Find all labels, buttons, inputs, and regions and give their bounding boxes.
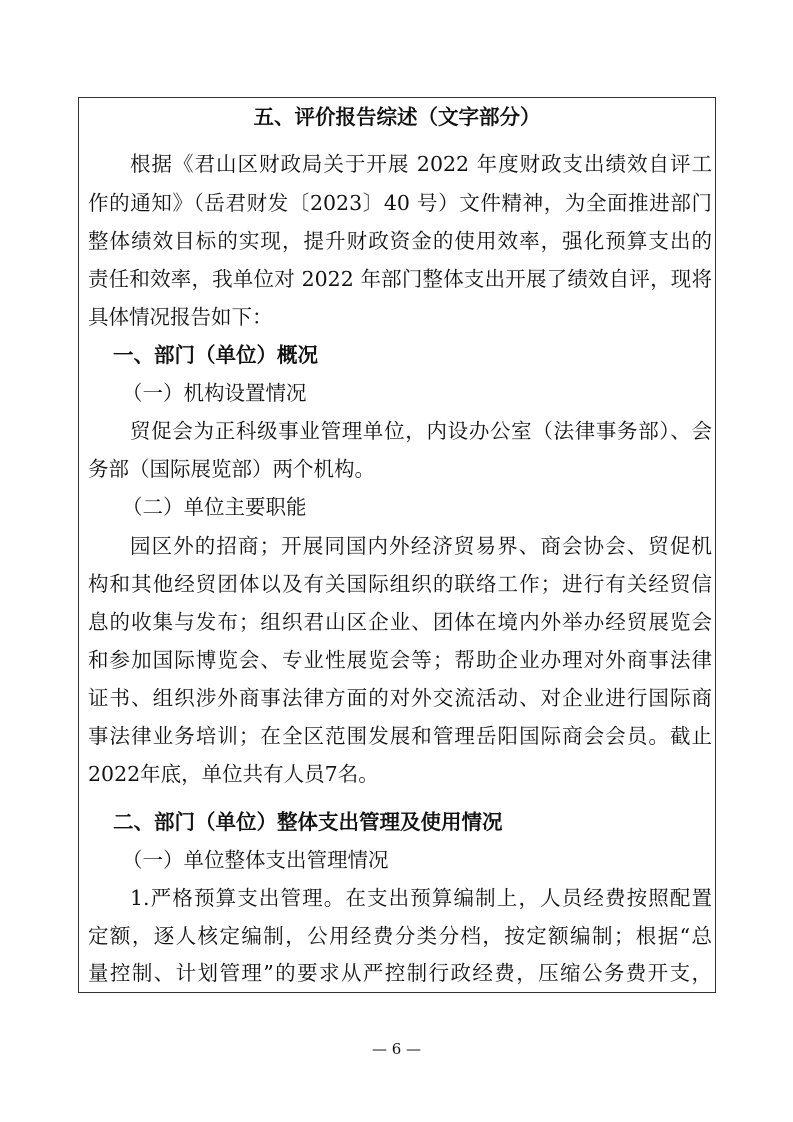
- paragraph-line: 事法律业务培训；在全区范围发展和管理岳阳国际商会会员。截止: [88, 724, 712, 748]
- paragraph-line: 作的通知》（岳君财发〔2023〕40 号）文件精神，为全面推进部门: [88, 191, 712, 215]
- paragraph-line: 和参加国际博览会、专业性展览会等；帮助企业办理对外商事法律: [88, 648, 712, 672]
- subsection-heading: （一）单位整体支出管理情况: [122, 848, 389, 872]
- paragraph-line: 1.严格预算支出管理。在支出预算编制上，人员经费按照配置: [130, 886, 712, 910]
- paragraph-line: 息的收集与发布；组织君山区企业、团体在境内外举办经贸展览会: [88, 610, 712, 634]
- paragraph-line: 整体绩效目标的实现，提升财政资金的使用效率，强化预算支出的: [88, 229, 712, 253]
- paragraph-line: 具体情况报告如下：: [88, 305, 273, 329]
- page-number: — 6 —: [371, 1040, 422, 1058]
- paragraph-line: 务部（国际展览部）两个机构。: [88, 457, 375, 481]
- paragraph-line: 责任和效率，我单位对 2022 年部门整体支出开展了绩效自评，现将: [88, 267, 712, 291]
- paragraph-line: 2022年底，单位共有人员7名。: [88, 762, 379, 786]
- paragraph-line: 定额，逐人核定编制，公用经费分类分档，按定额编制；根据“总: [88, 924, 712, 948]
- paragraph-line: 园区外的招商；开展同国内外经济贸易界、商会协会、贸促机: [130, 534, 712, 558]
- section-heading: 二、部门（单位）整体支出管理及使用情况: [113, 810, 503, 834]
- paragraph-line: 根据《君山区财政局关于开展 2022 年度财政支出绩效自评工: [130, 152, 712, 176]
- section-heading: 一、部门（单位）概况: [113, 343, 318, 367]
- paragraph-line: 量控制、计划管理”的要求从严控制行政经费，压缩公务费开支，: [88, 961, 712, 985]
- paragraph-line: 证书、组织涉外商事法律方面的对外交流活动、对企业进行国际商: [88, 686, 712, 710]
- page-title: 五、评价报告综述（文字部分）: [253, 105, 541, 129]
- subsection-heading: （一）机构设置情况: [122, 381, 307, 405]
- paragraph-line: 构和其他经贸团体以及有关国际组织的联络工作；进行有关经贸信: [88, 572, 712, 596]
- subsection-heading: （二）单位主要职能: [122, 495, 307, 519]
- paragraph-line: 贸促会为正科级事业管理单位，内设办公室（法律事务部）、会: [130, 419, 712, 443]
